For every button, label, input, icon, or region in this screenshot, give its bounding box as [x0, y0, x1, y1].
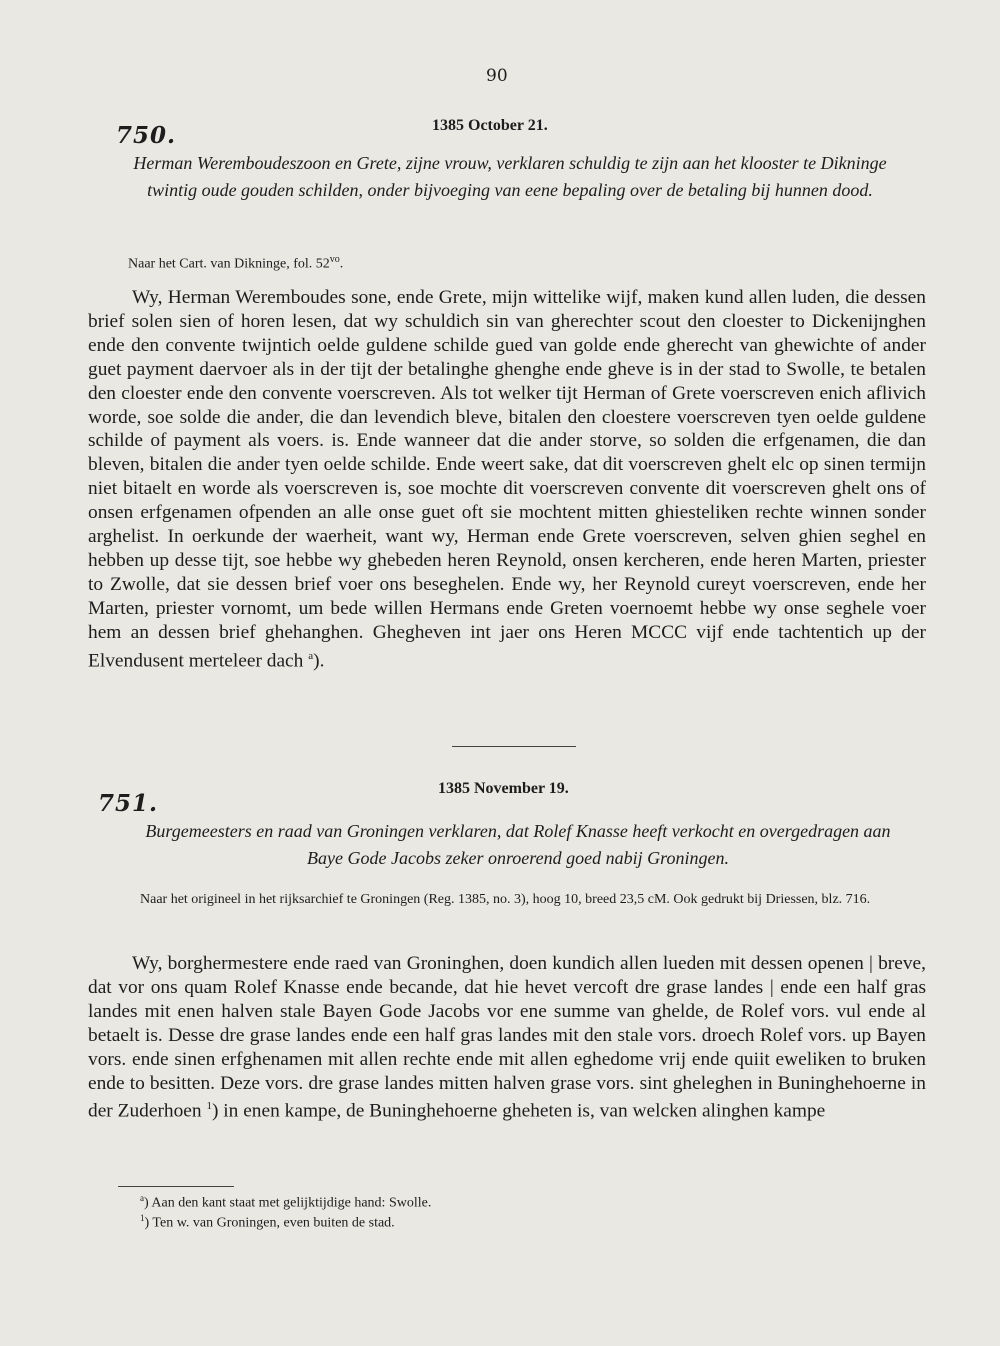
footnote-text: ) Ten w. van Groningen, even buiten de stad.	[144, 1215, 395, 1231]
charter-text-body: Wy, borghermestere ende raed van Groninghen, doen kundich allen lueden mit dessen openen | breve, dat vor ons quam Rolef Knasse ende becande, dat hie hevet vercoft dre grase landes | ende een half gras landes mit enen halven stale Bayen Gode Jacobs vor ene summe van ghelde, de Rolef vors. vul ende al betaelt is. Desse dre grase landes ende een half gras landes mit den stale vors. droech Rolef vors. up Bayen vors. ende sinen erfghenamen mit allen rechte ende mit allen eghedome vrij ende quiit eweliken to bruken ende to besitten. Deze vors. dre grase landes mitten halven grase vors. sint gheleghen in Buninghehoerne in der Zuderhoen	[88, 953, 926, 1122]
footnote-mark: 1	[140, 1213, 145, 1223]
page-number: 90	[486, 66, 508, 86]
charter-text	[88, 286, 926, 673]
entry-regest: Burgemeesters en raad van Groningen verklaren, dat Rolef Knasse heeft verkocht en overgedragen aan Baye Gode Jacobs zeker onroerend goed nabij Groningen.	[145, 821, 891, 868]
entry-date: 1385 November 19.	[438, 780, 569, 797]
source-text: Naar het Cart. van Dikninge, fol. 52	[128, 256, 330, 272]
entry-number: 751.	[98, 790, 159, 817]
entry-number: 750.	[116, 122, 177, 149]
footnote-mark: a	[140, 1193, 144, 1203]
footnote	[140, 1208, 395, 1234]
charter-text-end: ) in enen kampe, de Buninghehoerne gheheten is, van welcken alinghen kampe	[211, 1100, 826, 1122]
entry-source: Naar het origineel in het rijksarchief te Groningen (Reg. 1385, no. 3), hoog 10, breed 23,5 cM. Ook gedrukt bij Driessen, blz. 716.	[140, 892, 871, 907]
footnote-text: ) Aan den kant staat met gelijktijdige hand: Swolle.	[144, 1195, 432, 1211]
footnote-ref: a	[308, 649, 314, 662]
footnote-divider	[118, 1186, 234, 1187]
entry-date: 1385 October 21.	[432, 117, 548, 134]
footnote-ref: 1	[206, 1100, 212, 1113]
charter-text-end: ).	[313, 650, 325, 672]
source-end: .	[339, 256, 344, 272]
source-superscript: vo	[329, 254, 340, 265]
charter-text-body: Wy, Herman Weremboudes sone, ende Grete, mijn wittelike wijf, maken kund allen luden, die dessen brief solen sien of horen lesen, dat wy schuldich sin van gherechter scout den cloester to Dickenijnghen ende den convente twijntich oelde guldene schilde gued van golde ende gherecht van ghewichte of ander guet payment daervoer als in der tijt der betalinghe ghenghe ende gheve is in der stad to Swolle, te betalen den cloester ende den convente voerscreven. Als tot welker tijt Herman of Grete voerscreven enich aflivich worde, soe solde die ander, die dan levendich bleve, bitalen den cloestere voerscreven tyen oelde guldene schilde of payment als voers. is. Ende wanneer dat die ander storve, so solden die erfgenamen, die dan bleven, bitalen die ander tyen oelde schilde. Ende weert sake, dat dit voerscreven ghelt elc op sinen termijn niet bitaelt en worde als voerscreven is, soe mochte dit voerscreven convente dit voerscreven ghelt ons of onsen erfgenamen ofpenden an alle onse guet oft sie mochtent mitten ghiesteliken rechte winnen sonder arghelist. In oerkunde der waerheit, want wy, Herman ende Grete voerscreven, selven ghien seghel en hebben up desse tijt, soe hebbe wy ghebeden heren Reynold, onsen kercheren, ende heren Marten, priester to Zwolle, dat sie dessen brief voer ons beseghelen. Ende wy, her Reynold cureyt voerscreven, ende her Marten, priester vornomt, um bede willen Hermans ende Greten voernoemt hebbe wy onse seghele voer hem an dessen brief ghehanghen. Ghegheven int jaer ons Heren MCCC vijf ende tachtentich up der Elvendusent merteleer dach	[88, 287, 926, 672]
charter-text	[88, 952, 926, 1124]
section-divider	[452, 746, 576, 747]
entry-source	[128, 248, 728, 277]
entry-regest: Herman Weremboudeszoon en Grete, zijne vrouw, verklaren schuldig te zijn aan het klooster te Dikninge twintig oude gouden schilden, onder bijvoeging van eene bepaling over de betaling bij hunnen dood.	[133, 153, 887, 200]
